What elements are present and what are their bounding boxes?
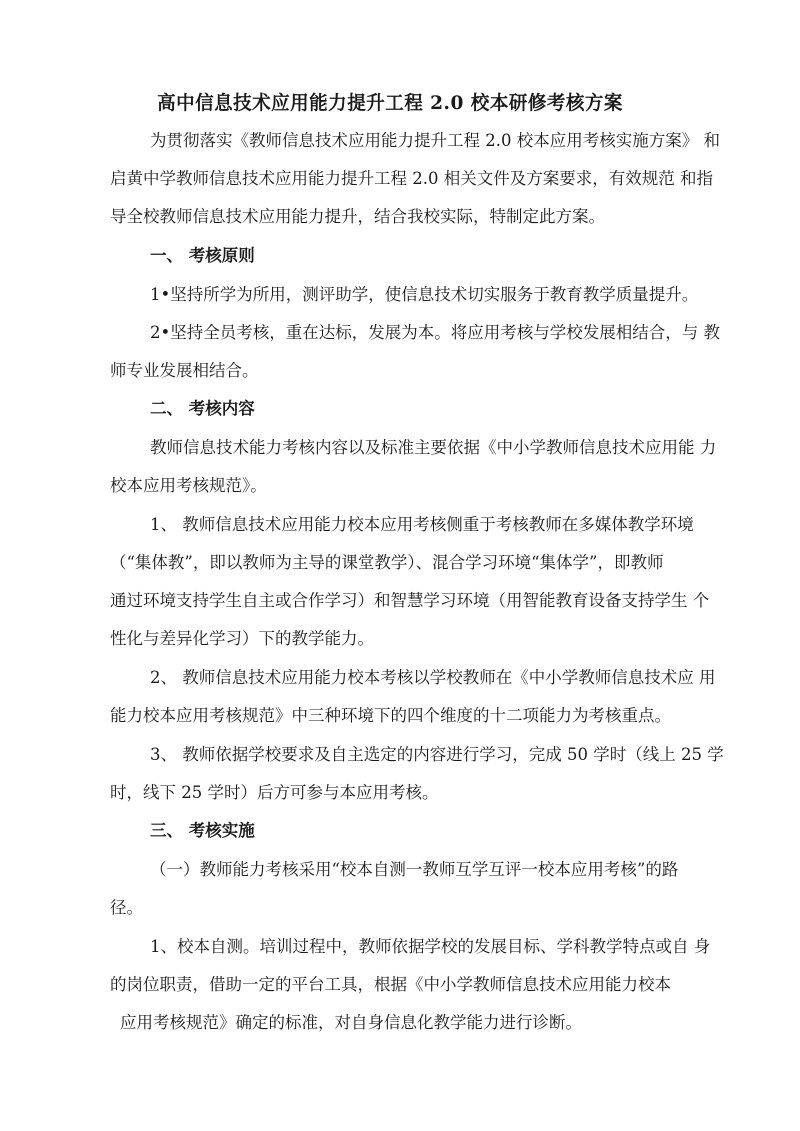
section-2-item-2-line-1: 2、 教师信息技术应用能力校本考核以学校教师在《中小学教师信息技术应 用: [150, 668, 716, 687]
intro-line-2: 启黄中学教师信息技术应用能力提升工程 2.0 相关文件及方案要求，有效规范 和指: [110, 169, 713, 188]
section-2-item-1-line-3: 通过环境支持学生自主或合作学习）和智慧学习环境（用智能教育设备支持学生 个: [110, 591, 710, 610]
section-2-paragraph-line-2: 校本应用考核规范》。: [110, 476, 267, 495]
section-3-item-1-line-3: 应用考核规范》确定的标准，对自身信息化教学能力进行诊断。: [120, 1013, 582, 1032]
intro-line-3: 导全校教师信息技术应用能力提升，结合我校实际，特制定此方案。: [110, 207, 605, 226]
section-2-item-3-line-2: 时，线下 25 学时）后方可参与本应用考核。: [110, 783, 439, 802]
section-1-item-2-line-2: 师专业发展相结合。: [110, 361, 259, 380]
section-3-item-1-line-1: 1、校本自测。培训过程中，教师依据学校的发展目标、学科教学特点或自 身: [150, 937, 711, 956]
section-2-item-2-line-2: 能力校本应用考核规范》中三种环境下的四个维度的十二项能力为考核重点。: [110, 706, 671, 725]
section-2-item-1-line-4: 性化与差异化学习）下的教学能力。: [110, 629, 374, 648]
section-3-sub-1-line-2: 径。: [110, 898, 143, 917]
section-3-item-1-line-2: 的岗位职责，借助一定的平台工具，根据《中小学教师信息技术应用能力校本: [110, 975, 671, 994]
section-1-heading: 一、 考核原则: [150, 246, 255, 265]
section-3-sub-1-line-1: （一）教师能力考核采用“校本自测一教师互学互评一校本应用考核”的路: [150, 860, 679, 879]
section-2-item-3-line-1: 3、 教师依据学校要求及自主选定的内容进行学习，完成 50 学时（线上 25 学: [150, 745, 724, 764]
intro-line-1: 为贯彻落实《教师信息技术应用能力提升工程 2.0 校本应用考核实施方案》 和: [150, 131, 720, 150]
section-1-item-1: 1•坚持所学为所用，测评助学，使信息技术切实服务于教育教学质量提升。: [150, 285, 699, 304]
section-2-heading: 二、 考核内容: [150, 399, 255, 418]
section-2-item-1-line-2: （“集体教”，即以教师为主导的课堂教学）、混合学习环境“集体学”，即教师: [110, 553, 664, 572]
section-1-item-2-line-1: 2•坚持全员考核，重在达标，发展为本。将应用考核与学校发展相结合，与 教: [150, 323, 720, 342]
document-title: 高中信息技术应用能力提升工程 2.0 校本研修考核方案: [157, 92, 623, 114]
section-3-heading: 三、 考核实施: [150, 821, 255, 840]
section-2-item-1-line-1: 1、 教师信息技术应用能力校本应用考核侧重于考核教师在多媒体教学环境: [150, 515, 694, 534]
section-2-paragraph-line-1: 教师信息技术能力考核内容以及标准主要依据《中小学教师信息技术应用能 力: [150, 438, 717, 457]
